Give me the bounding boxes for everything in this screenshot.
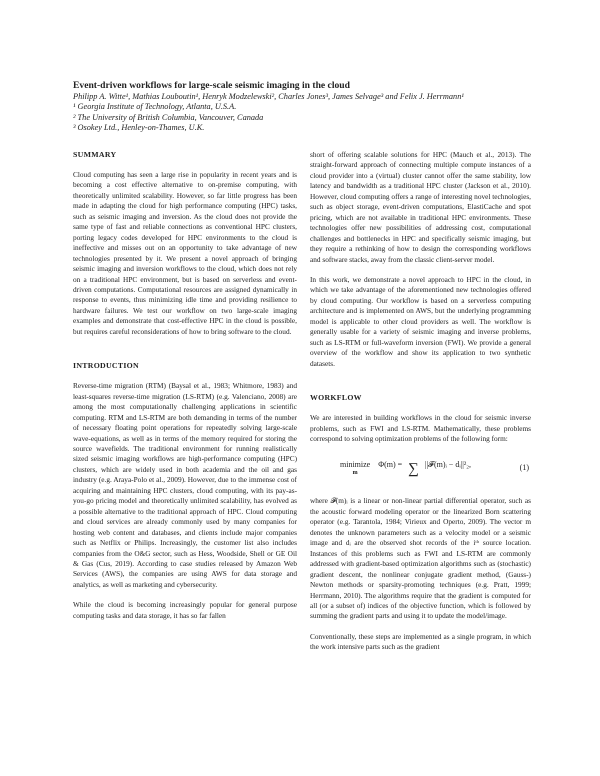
equation-variable: m — [352, 470, 358, 477]
workflow-paragraph-1: We are interested in building workflows in the cloud for seismic inverse problems, such as FWI and LS-RTM. Mathematically, these problems correspond to solving optimization problems of the following form: — [310, 413, 531, 443]
introduction-paragraph-3: short of offering scalable solutions for HPC (Mauch et al., 2013). The straight-forward approach of connecting multiple compute instances of a cloud provider into a (virtual) cluster cannot offer the same stability, low latency and bandwidth as a traditional HPC cluster (Jackson et al., 2010). However, cloud computing offers a range of interesting novel technologies, such as object storage, event-driven computations, ElastiCache and spot pricing, which are not available in traditional HPC environments. These technologies offer new possibilities of addressing cost, computational challenges and bottlenecks in HPC and specifically seismic imaging, but they require a rethinking of how to design the corresponding workflows and software stacks, away from the classic client-server model. — [310, 150, 531, 264]
left-column — [73, 150, 297, 631]
introduction-heading: INTRODUCTION — [73, 361, 139, 371]
author-list: Philipp A. Witte¹, Mathias Louboutin¹, Henryk Modzelewski², Charles Jones³, James Selvage³ and Felix J. Herrmann¹ — [73, 92, 464, 101]
workflow-heading: WORKFLOW — [310, 393, 362, 403]
paper-title: Event-driven workflows for large-scale seismic imaging in the cloud — [73, 80, 350, 91]
equation-objective: Φ(m) = — [378, 460, 403, 470]
summary-paragraph: Cloud computing has seen a large rise in popularity in recent years and is becoming a cost effective alternative to on-premise computing, with theoretically unlimited scalability. However, so far little progress has been made in adapting the cloud for high performance computing (HPC) tasks, such as seismic imaging and inversion. As the cloud does not provide the same type of fast and reliable connections as conventional HPC clusters, porting legacy codes developed for HPC environments to the cloud is ineffective and misses out on an opportunity to take advantage of new technologies presented by it. We present a novel approach of bringing seismic imaging and inversion workflows to the cloud, which does not rely on a traditional HPC environment, but is based on serverless and event-driven computations. Computational resources are assigned dynamically in response to events, thus minimizing idle time and providing resilience to hardware failures. We test our workflow on two large-scale imaging examples and demonstrate that cost-effective HPC in the cloud is possible, but requires careful reconsiderations of how to bring software to the cloud. — [73, 170, 297, 336]
equation-minimize: minimize — [340, 460, 371, 470]
equation-operator — [340, 460, 370, 477]
equation-number: (1) — [519, 463, 529, 473]
introduction-paragraph-1: Reverse-time migration (RTM) (Baysal et al., 1983; Whitmore, 1983) and least-squares reverse-time migration (LS-RTM) (e.g. Valenciano, 2008) are among the most computationally challenging applications in scientific computing. RTM and LS-RTM are both demanding in terms of the number of necessary floating point operations for repeatedly solving large-scale wave-equations, as well as in terms of the memory required for storing the source wavefields. The traditional environment for running realistically sized seismic imaging workflows are high-performance computing (HPC) clusters, which are widely used in both academia and the oil and gas industry (e.g. Araya-Polo et al., 2009). However, due to the immense cost of acquiring and maintaining HPC clusters, cloud computing, with its pay-as-you-go pricing model and theoretically unlimited scalability, has evolved as a possible alternative to the traditional approach of HPC. Cloud computing and cloud services are already commonly used by many companies for hosting web content and databases, and clients include major companies such as Netflix or Philips. Increasingly, the customer list also includes companies from the O&G sector, such as Hess, Woodside, Shell or GE Oil & Gas (Cus, 2019). According to case studies released by Amazon Web Services (AWS), the companies are using AWS for data storage and analytics, as well as marketing and cybersecurity. — [73, 381, 297, 589]
equation-term: ||𝓕(m)ᵢ − dᵢ||²₂, — [424, 460, 472, 470]
affiliation-3: ³ Osokey Ltd., Henley-on-Thames, U.K. — [73, 122, 205, 132]
introduction-paragraph-4: In this work, we demonstrate a novel approach to HPC in the cloud, in which we take advantage of the aforementioned new technologies offered by cloud computing. Our workflow is based on a serverless computing architecture and is implemented on AWS, but the underlying programming model is applicable to other cloud providers as well. The workflow is generally usable for a variety of seismic imaging and inverse problems, such as LS-RTM or full-waveform inversion (FWI). We provide a general overview of the workflow and show its application to two synthetic datasets. — [310, 274, 531, 368]
summation-sign-icon: ∑ — [408, 460, 419, 477]
right-column — [310, 150, 531, 663]
section-spacer — [73, 347, 297, 361]
section-spacer — [310, 379, 531, 393]
author-block — [73, 92, 543, 133]
summary-heading: SUMMARY — [73, 150, 117, 159]
equation-body — [340, 460, 471, 477]
affiliation-1: ¹ Georgia Institute of Technology, Atlanta, U.S.A. — [73, 102, 237, 112]
equation-1 — [310, 454, 531, 488]
workflow-paragraph-3: Conventionally, these steps are implemented as a single program, in which the work intensive parts such as the gradient — [310, 631, 531, 652]
introduction-paragraph-2: While the cloud is becoming increasingly popular for general purpose computing tasks and data storage, it has so far fallen — [73, 600, 297, 620]
affiliation-2: ² The University of British Columbia, Vancouver, Canada — [73, 112, 264, 122]
workflow-paragraph-2: where 𝓕(m)ᵢ is a linear or non-linear partial differential operator, such as the acoustic forward modeling operator or the linearized Born scattering operator (e.g. Tarantola, 1984; Virieux and Operto, 2009). The vector m denotes the unknown parameters such as a velocity model or a seismic image and dᵢ are the observed shot records of the iᵗʰ source location. Instances of this problems such as FWI and LS-RTM are commonly addressed with gradient-based optimization algorithms such as (stochastic) gradient descent, the nonlinear conjugate gradient method, (Gauss-) Newton methods or sparsity-promoting techniques (e.g. Pratt, 1999; Herrmann, 2010). The algorithms require that the gradient is computed for all (or a subset of) indices of the objective function, which is followed by summing the gradient parts and using it to update the model/image. — [310, 496, 531, 621]
